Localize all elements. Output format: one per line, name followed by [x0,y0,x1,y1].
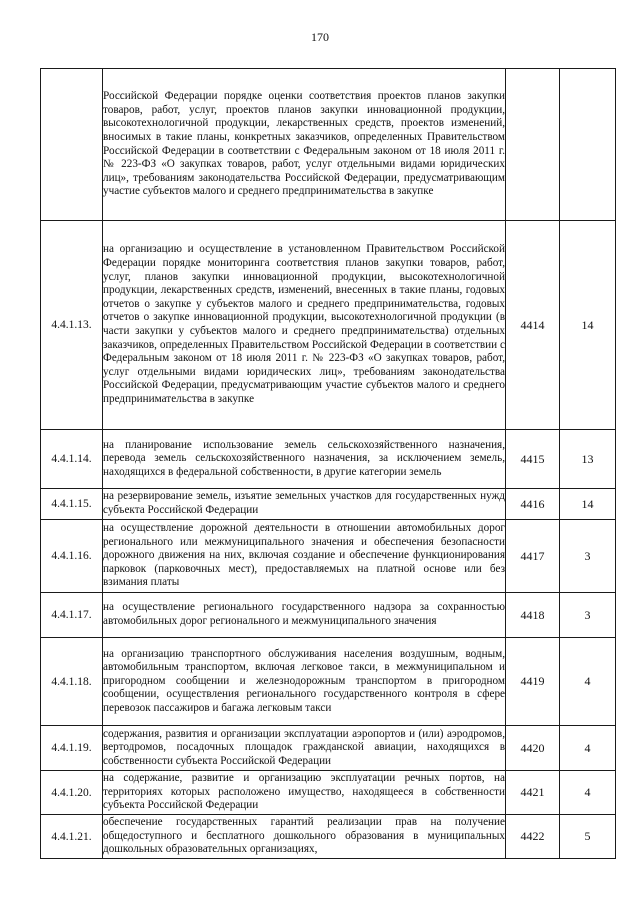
row-code: 4421 [506,771,560,815]
row-number: 4.4.1.21. [41,815,103,859]
table-row [41,221,616,430]
row-value [560,69,616,221]
row-number: 4.4.1.20. [41,771,103,815]
row-code: 4414 [506,221,560,430]
row-code: 4416 [506,489,560,520]
row-number: 4.4.1.18. [41,638,103,726]
row-value: 3 [560,593,616,638]
page-number: 170 [311,30,329,44]
budget-classification-table [40,68,616,859]
row-number [41,69,103,221]
row-number: 4.4.1.16. [41,520,103,593]
table-row [41,489,616,520]
row-value: 4 [560,726,616,771]
row-value: 14 [560,221,616,430]
row-description: на планирование использование земель сельскохозяйственного назначения, перевода земель сельскохозяйственного назначения, за исключением земель, находящихся в федеральной собственности, в другие категории земель [103,430,506,489]
row-description: на организацию транспортного обслуживания населения воздушным, водным, автомобильным транспортом, включая легковое такси, в межмуниципальном и пригородном сообщении и железнодорожным транспортом в пригородном сообщении, осуществления регионального государственного контроля в сфере перевозок пассажиров и багажа легковым такси [103,638,506,726]
row-number: 4.4.1.17. [41,593,103,638]
row-code: 4415 [506,430,560,489]
row-number: 4.4.1.15. [41,489,103,520]
table-row [41,815,616,859]
row-number: 4.4.1.14. [41,430,103,489]
row-value: 3 [560,520,616,593]
row-value: 13 [560,430,616,489]
row-code: 4422 [506,815,560,859]
table-row [41,520,616,593]
table-row [41,771,616,815]
row-value: 5 [560,815,616,859]
row-description: содержания, развития и организации эксплуатации аэропортов и (или) аэродромов, вертодромов, посадочных площадок гражданской авиации, находящихся в собственности субъекта Российской Федерации [103,726,506,771]
table-row [41,638,616,726]
row-code: 4417 [506,520,560,593]
row-description: на осуществление дорожной деятельности в отношении автомобильных дорог регионального или межмуниципального значения и обеспечения безопасности дорожного движения на них, включая создание и обеспечение функционирования парковок (парковочных мест), предоставляемых на платной основе или без взимания платы [103,520,506,593]
row-value: 4 [560,638,616,726]
row-code: 4418 [506,593,560,638]
row-number: 4.4.1.13. [41,221,103,430]
row-code: 4419 [506,638,560,726]
row-description: на организацию и осуществление в установленном Правительством Российской Федерации порядке мониторинга соответствия планов закупки товаров, работ, услуг, планов закупки инновационной продукции, высокотехнологичной продукции, лекарственных средств, изменений, внесенных в такие планы, годовых отчетов о закупке у субъектов малого и среднего предпринимательства, годовых отчетов о закупке инновационной продукции, высокотехнологичной продукции (в части закупки у субъектов малого и среднего предпринимательства) отдельных заказчиков, определенных Правительством Российской Федерации в соответствии с Федеральным законом от 18 июля 2011 г. № 223-ФЗ «О закупках товаров, работ, услуг отдельными видами юридических лиц», требованиям законодательства Российской Федерации, предусматривающим участие субъектов малого и среднего предпринимательства в закупке [103,221,506,430]
row-code [506,69,560,221]
row-number: 4.4.1.19. [41,726,103,771]
row-description: обеспечение государственных гарантий реализации прав на получение общедоступного и бесплатного дошкольного образования в муниципальных дошкольных образовательных организациях, [103,815,506,859]
row-description: Российской Федерации порядке оценки соответствия проектов планов закупки товаров, работ, услуг, проектов планов закупки инновационной продукции, высокотехнологичной продукции, лекарственных средств, проектов изменений, вносимых в такие планы, конкретных заказчиков, определенных Правительством Российской Федерации в соответствии с Федеральным законом от 18 июля 2011 г. № 223-ФЗ «О закупках товаров, работ, услуг отдельными видами юридических лиц», требованиям законодательства Российской Федерации, предусматривающим участие субъектов малого и среднего предпринимательства в закупке [103,69,506,221]
row-value: 14 [560,489,616,520]
row-description: на содержание, развитие и организацию эксплуатации речных портов, на территориях которых расположено имущество, находящееся в собственности субъекта Российской Федерации [103,771,506,815]
row-description: на осуществление регионального государственного надзора за сохранностью автомобильных дорог регионального и межмуниципального значения [103,593,506,638]
row-value: 4 [560,771,616,815]
row-description: на резервирование земель, изъятие земельных участков для государственных нужд субъекта Российской Федерации [103,489,506,520]
table-row [41,69,616,221]
table-row [41,726,616,771]
table-row [41,593,616,638]
table-row [41,430,616,489]
row-code: 4420 [506,726,560,771]
